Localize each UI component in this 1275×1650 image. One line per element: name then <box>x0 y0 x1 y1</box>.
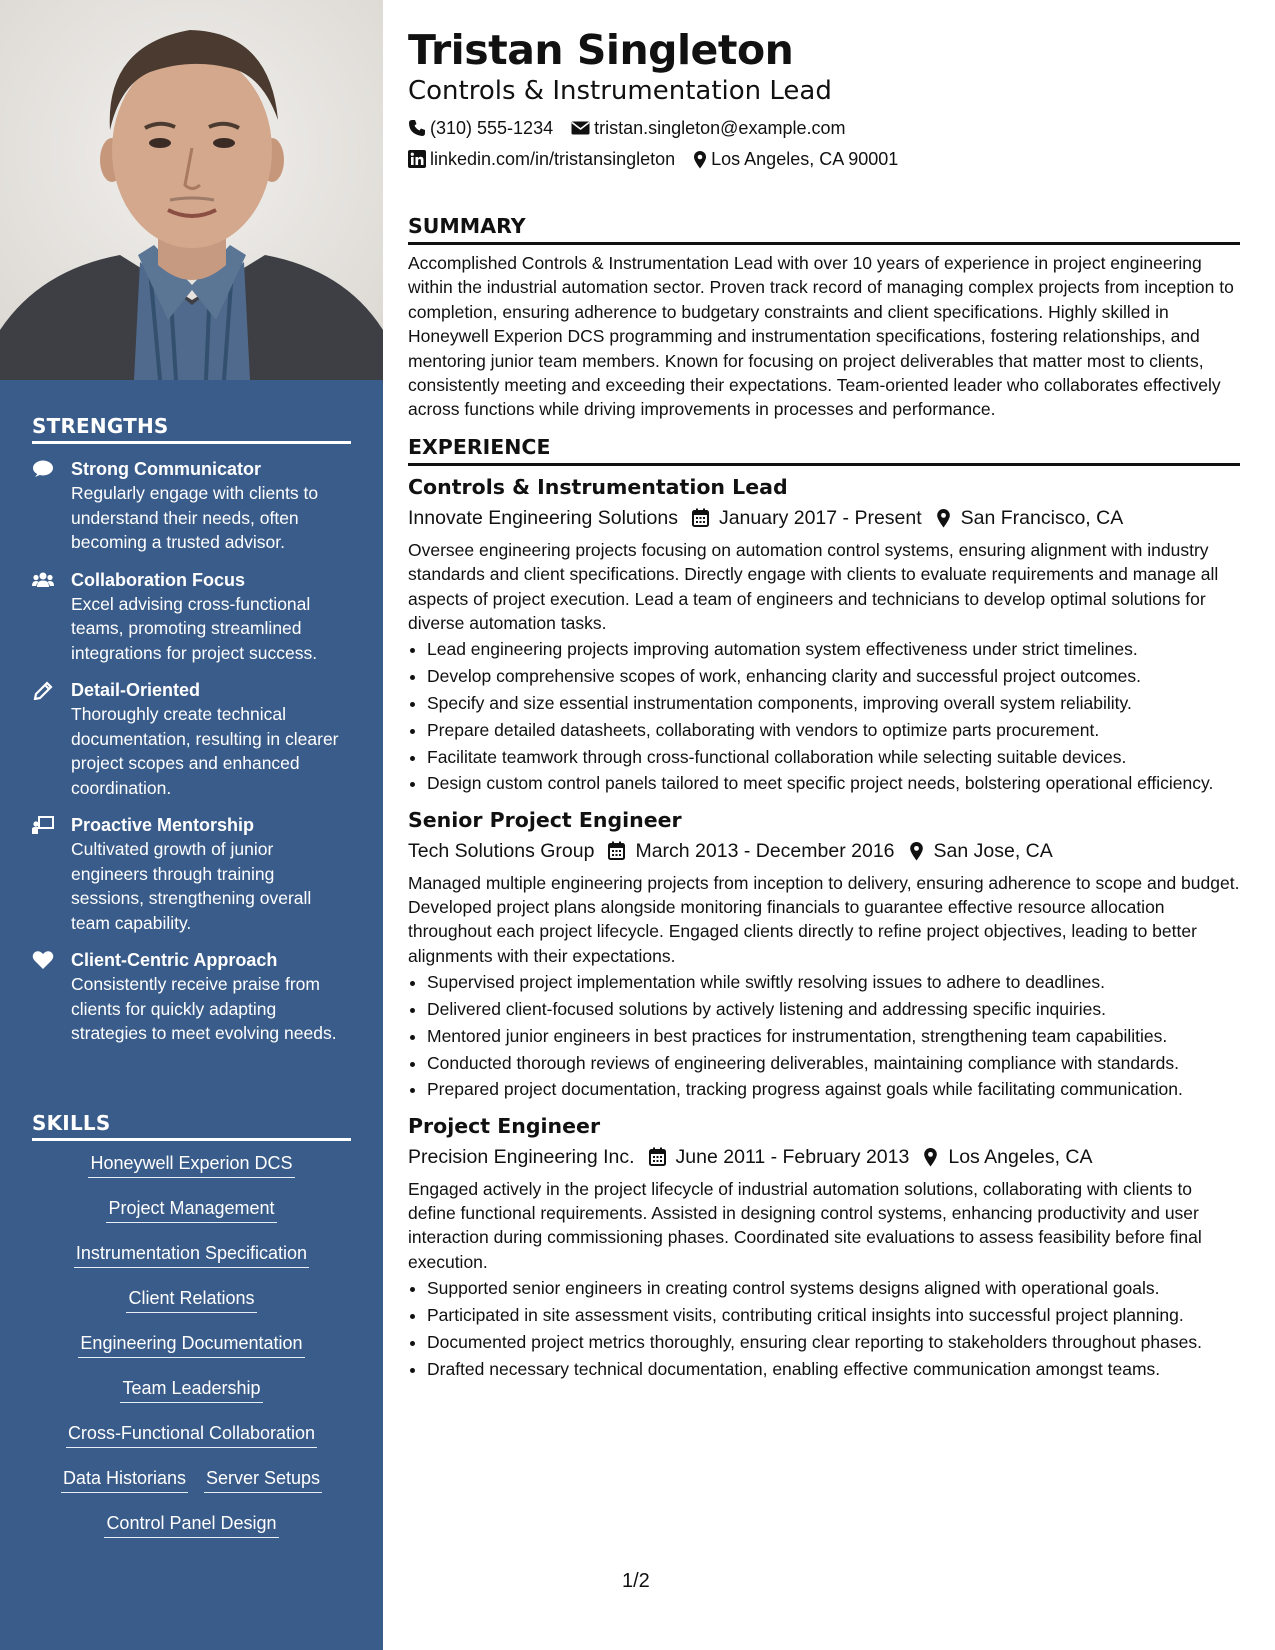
speech-bubble-icon <box>32 459 54 479</box>
list-item: • Mentored junior engineers in best practices for instrumentation, strengthening team capabilities. <box>427 1024 1240 1048</box>
skill-tag: Team Leadership <box>120 1376 262 1403</box>
job-company: Innovate Engineering Solutions <box>408 506 678 529</box>
list-item: • Participated in site assessment visits, contributing critical insights into successful project planning. <box>427 1303 1240 1327</box>
list-item: • Drafted necessary technical documentation, enabling effective communication amongst teams. <box>427 1357 1240 1381</box>
strength-title: Detail-Oriented <box>71 680 201 700</box>
list-item: • Facilitate teamwork through cross-functional collaboration while selecting suitable devices. <box>427 745 1240 769</box>
experience-section <box>408 435 1240 1381</box>
phone-text: (310) 555-1234 <box>430 118 554 138</box>
strength-item <box>32 568 351 666</box>
location-contact <box>693 147 898 171</box>
email-contact[interactable] <box>571 116 845 140</box>
map-pin-icon <box>909 841 924 861</box>
users-icon <box>32 570 54 590</box>
map-pin-icon <box>936 508 951 528</box>
calendar-icon <box>649 1147 666 1166</box>
job-title: Project Engineer <box>408 1113 601 1138</box>
phone-contact <box>408 116 553 140</box>
list-item: • Delivered client-focused solutions by actively listening and addressing specific inquiries. <box>427 997 1240 1021</box>
job-entry <box>408 473 1240 796</box>
strength-item <box>32 813 351 935</box>
strength-description: Cultivated growth of junior engineers through training sessions, strengthening overall team capability. <box>71 839 312 933</box>
strength-description: Excel advising cross-functional teams, promoting streamlined integrations for project success. <box>71 593 318 663</box>
candidate-name: Tristan Singleton <box>408 26 794 74</box>
strengths-section <box>32 414 351 1046</box>
skill-tag: Cross-Functional Collaboration <box>66 1421 317 1448</box>
heart-icon <box>32 950 54 970</box>
job-dates: June 2011 - February 2013 <box>675 1145 910 1168</box>
skill-tag: Engineering Documentation <box>78 1331 304 1358</box>
email-text[interactable]: tristan.singleton@example.com <box>594 118 846 138</box>
job-location: San Jose, CA <box>933 839 1053 862</box>
list-item: • Design custom control panels tailored to meet specific project needs, bolstering operational efficiency. <box>427 771 1240 795</box>
strength-description: Thoroughly create technical documentation, resulting in clearer project scopes and enhanced coordination. <box>71 704 339 798</box>
job-description: Engaged actively in the project lifecycle of industrial automation solutions, collaborating with clients to define functional requirements. Assisted in designing control systems, enhancing productivity and user interaction during commissioning phases. Coordinated site evaluations to assess feasibility before final execution. <box>408 1178 1202 1272</box>
envelope-icon <box>571 120 590 136</box>
strength-item <box>32 678 351 800</box>
skill-tag: Control Panel Design <box>104 1511 278 1538</box>
summary-heading: SUMMARY <box>408 214 1240 245</box>
strength-description: Regularly engage with clients to understand their needs, often becoming a trusted advisor. <box>71 483 319 552</box>
sidebar <box>0 0 383 1650</box>
skill-tag: Honeywell Experion DCS <box>88 1151 294 1178</box>
job-location: Los Angeles, CA <box>948 1145 1093 1168</box>
job-dates: January 2017 - Present <box>718 506 922 529</box>
contact-row <box>408 147 1240 171</box>
list-item: • Develop comprehensive scopes of work, enhancing clarity and successful project outcomes. <box>427 664 1240 688</box>
list-item: • Prepared project documentation, tracking progress against goals while facilitating communication. <box>427 1077 1240 1101</box>
skill-tag: Project Management <box>106 1196 276 1223</box>
job-entry <box>408 806 1240 1102</box>
experience-heading: EXPERIENCE <box>408 435 1240 466</box>
list-item: • Prepare detailed datasheets, collaborating with vendors to optimize parts procurement. <box>427 718 1240 742</box>
strength-title: Strong Communicator <box>71 459 262 479</box>
linkedin-icon <box>408 150 426 168</box>
strengths-heading: STRENGTHS <box>32 414 351 444</box>
profile-photo <box>0 0 383 380</box>
phone-icon <box>408 119 426 137</box>
skill-tag: Instrumentation Specification <box>74 1241 309 1268</box>
linkedin-text[interactable]: linkedin.com/in/tristansingleton <box>430 149 676 169</box>
job-title: Controls & Instrumentation Lead <box>408 474 788 499</box>
skills-heading: SKILLS <box>32 1111 351 1141</box>
job-title: Senior Project Engineer <box>408 807 682 832</box>
strength-item <box>32 457 351 555</box>
skills-list <box>32 1151 351 1540</box>
portrait-image <box>0 0 383 380</box>
skill-tag: Data Historians <box>61 1466 188 1493</box>
strength-item <box>32 948 351 1046</box>
skill-tag: Client Relations <box>126 1286 256 1313</box>
job-company: Precision Engineering Inc. <box>408 1145 635 1168</box>
job-company: Tech Solutions Group <box>408 839 595 862</box>
job-description: Oversee engineering projects focusing on automation control systems, ensuring alignment with industry standards and client specifications. Directly engage with clients to evaluate requirements and manage all aspects of project execution. Lead a team of engineers and technicians to develop optimal solutions for diverse automation tasks. <box>408 539 1219 634</box>
job-bullets <box>408 970 1240 1101</box>
list-item: • Lead engineering projects improving automation system effectiveness under strict timelines. <box>427 637 1240 661</box>
location-text: Los Angeles, CA 90001 <box>711 149 899 169</box>
job-meta <box>408 1143 1240 1171</box>
list-item: • Specify and size essential instrumentation components, improving overall system reliability. <box>427 691 1240 715</box>
page-number: 1/2 <box>622 1570 650 1592</box>
calendar-icon <box>608 841 625 860</box>
job-meta <box>408 837 1240 865</box>
candidate-title: Controls & Instrumentation Lead <box>408 76 832 106</box>
strength-title: Proactive Mentorship <box>71 815 255 835</box>
job-entry <box>408 1112 1240 1381</box>
job-description: Managed multiple engineering projects from inception to delivery, ensuring adherence to scope and budget. Developed project plans alongside monitoring financials to guarantee effective resource allocation throughout each project lifecycle. Engaged clients directly to refine project objectives, leading to better alignments with their expectations. <box>408 872 1240 966</box>
list-item: • Conducted thorough reviews of engineering deliverables, maintaining compliance with standards. <box>427 1051 1240 1075</box>
job-bullets <box>408 1276 1240 1381</box>
job-meta <box>408 504 1240 532</box>
map-pin-icon <box>923 1147 938 1167</box>
job-dates: March 2013 - December 2016 <box>635 839 895 862</box>
strength-description: Consistently receive praise from clients for quickly adapting strategies to meet evolving needs. <box>71 974 337 1043</box>
summary-text: Accomplished Controls & Instrumentation Lead with over 10 years of experience in project engineering within the industrial automation sector. Proven track record of managing complex projects from inception to completion, ensuring adherence to budgetary constraints and client specifications. Highly skilled in Honeywell Experion DCS programming and instrumentation specifications, fostering relationships, and mentoring junior team members. Known for focusing on project deliverables that matter most to clients, consistently meeting and exceeding their expectations. Team-oriented leader who collaborates effectively across functions while driving improvements in processes and performance. <box>408 253 1234 420</box>
job-location: San Francisco, CA <box>960 506 1124 529</box>
skills-section <box>32 1111 351 1556</box>
main-content <box>408 0 1240 1383</box>
strength-title: Collaboration Focus <box>71 569 246 590</box>
strength-title: Client-Centric Approach <box>71 950 278 970</box>
list-item: • Documented project metrics thoroughly, ensuring clear reporting to stakeholders throughout phases. <box>427 1330 1240 1354</box>
linkedin-contact[interactable] <box>408 147 675 171</box>
skill-tag: Server Setups <box>204 1466 322 1493</box>
teacher-board-icon <box>32 815 54 835</box>
contact-row <box>408 116 1240 140</box>
pencil-icon <box>32 680 54 700</box>
list-item: • Supported senior engineers in creating control systems designs aligned with operational goals. <box>427 1276 1240 1300</box>
calendar-icon <box>692 508 709 527</box>
map-pin-icon <box>693 150 707 169</box>
summary-section <box>408 214 1240 422</box>
job-bullets <box>408 637 1240 795</box>
list-item: • Supervised project implementation while swiftly resolving issues to adhere to deadlines. <box>427 970 1240 994</box>
